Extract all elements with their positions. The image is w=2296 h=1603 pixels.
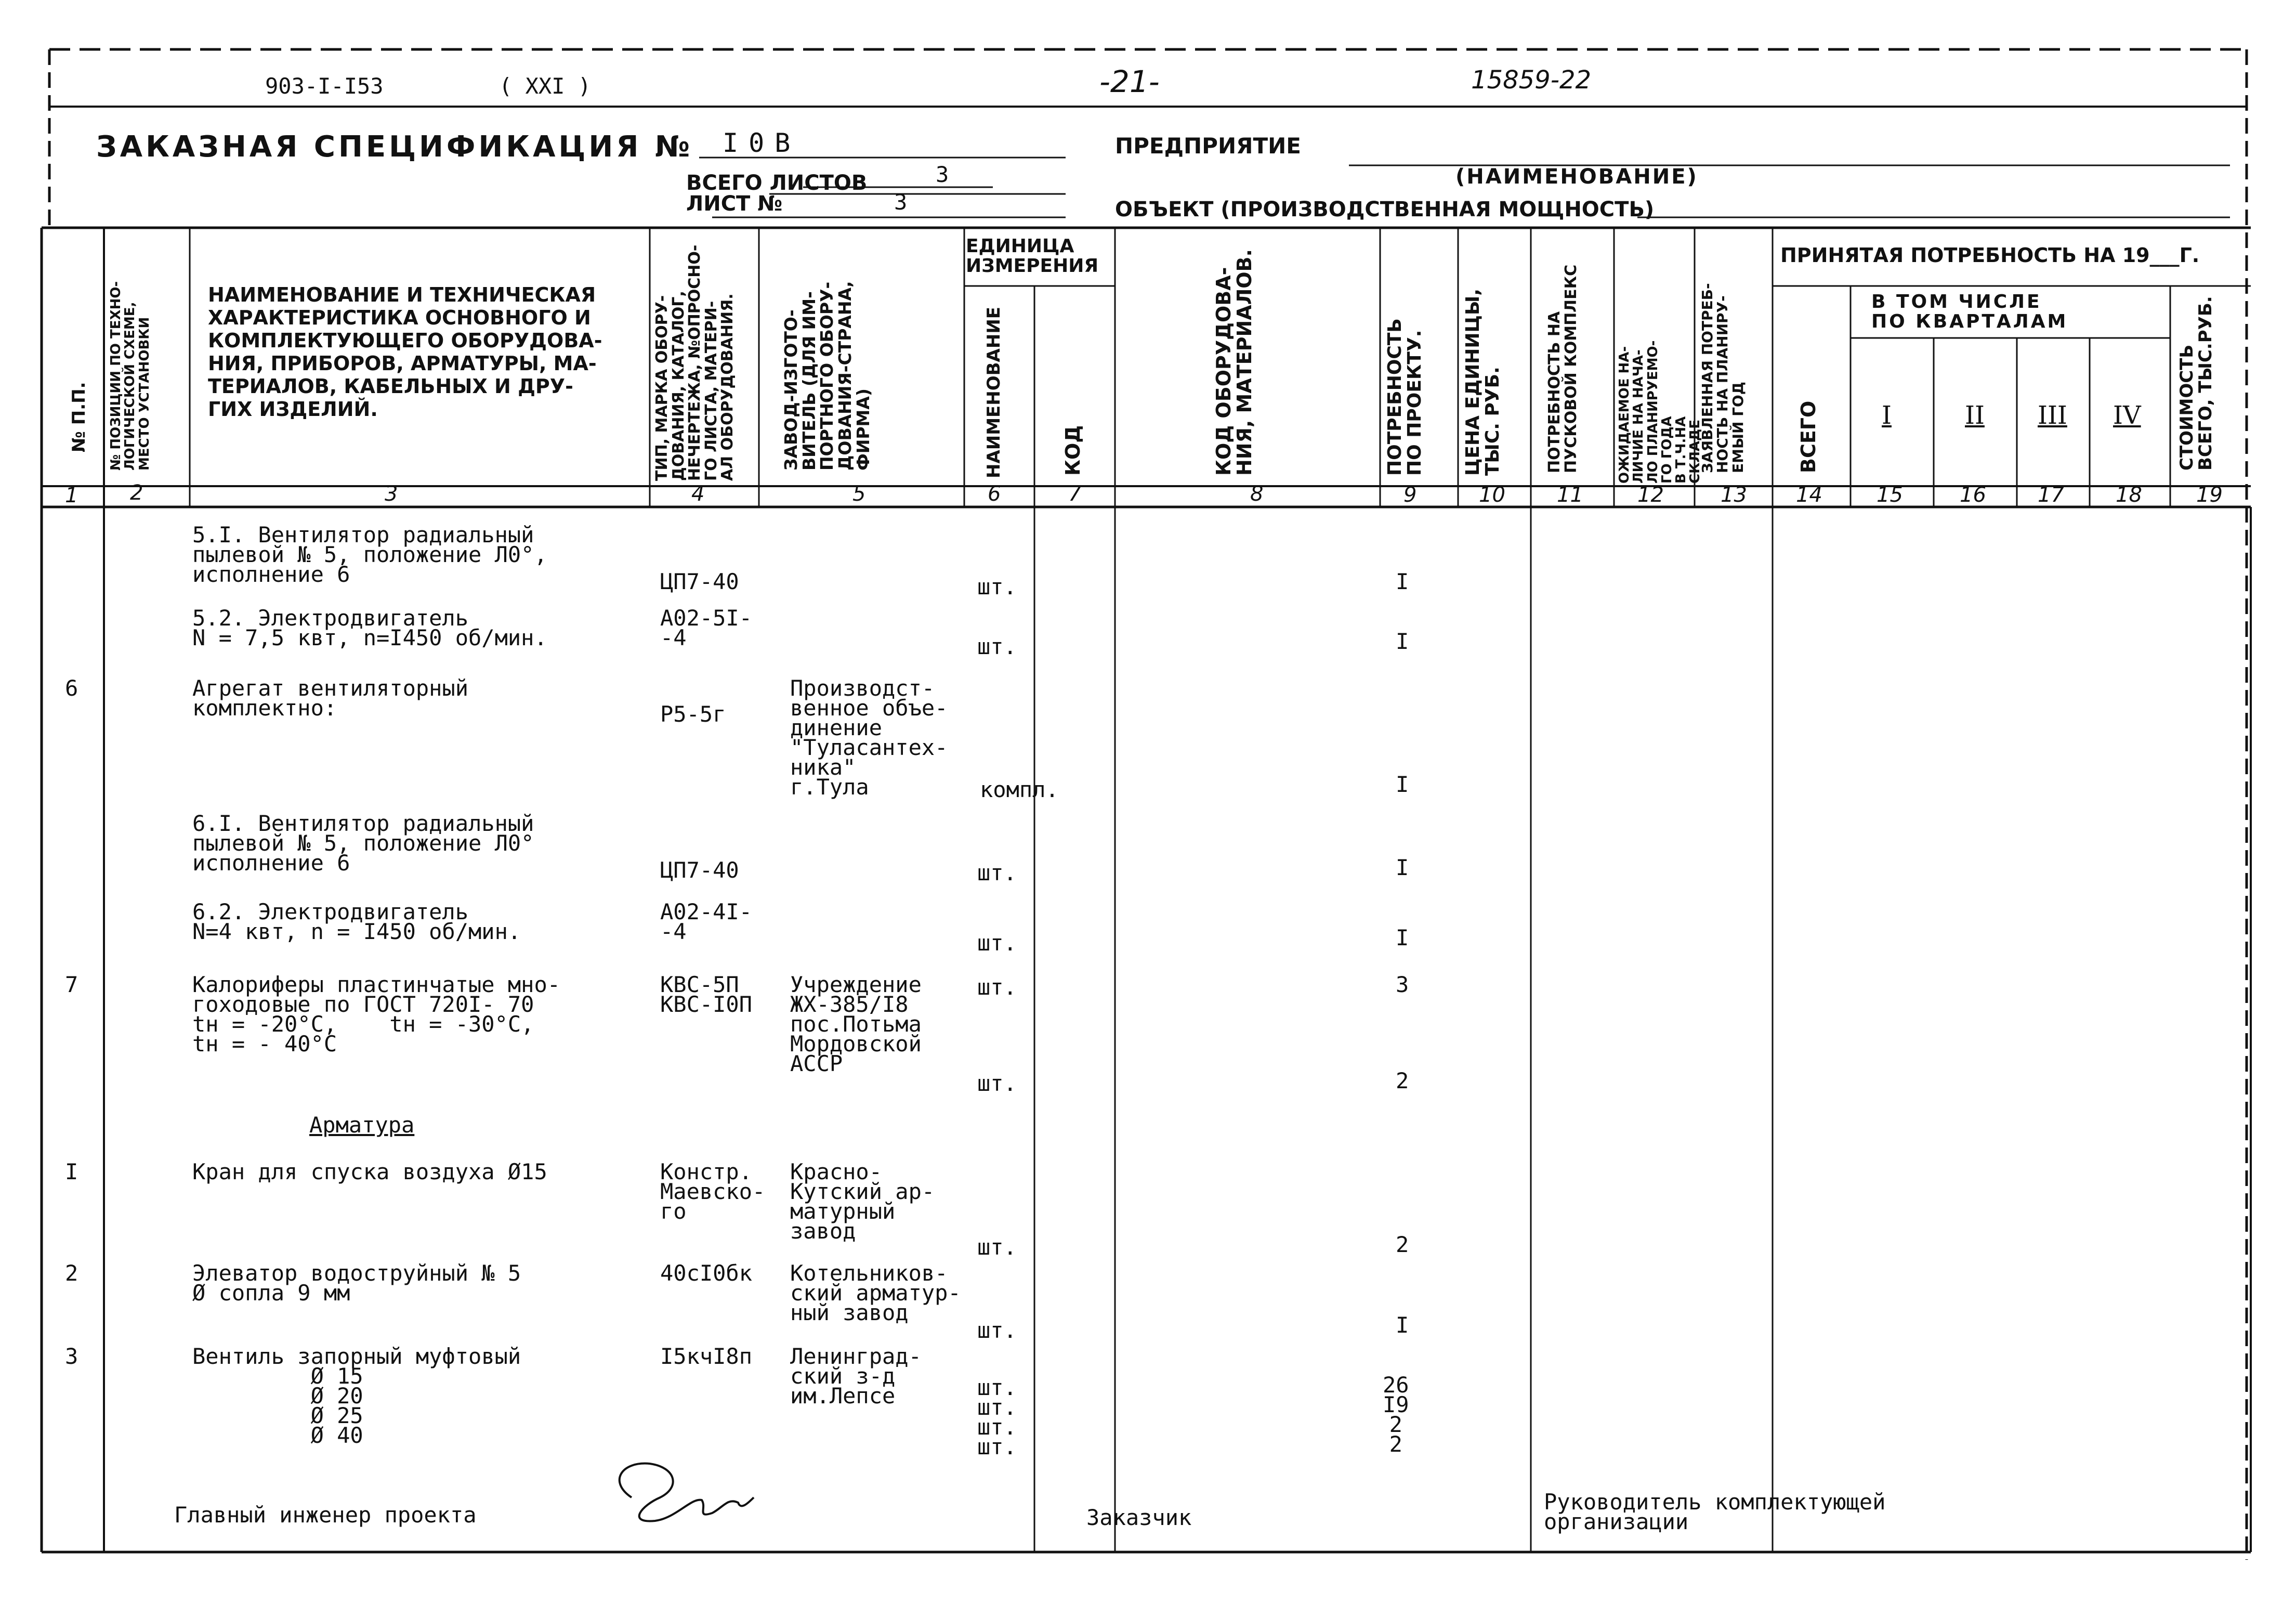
quarter-2: II: [1965, 401, 1985, 430]
total-sheets-value: 3: [936, 162, 949, 187]
object-label: ОБЪЕКТ (ПРОИЗВОДСТВЕННАЯ МОЩНОСТЬ): [1115, 198, 1655, 221]
col-8-header: КОД ОБОРУДОВА- НИЯ, МАТЕРИАЛОВ.: [1212, 249, 1256, 476]
sheet-no-value: 3: [894, 189, 908, 215]
specification-sheet: 903-I-I53 ( XXI ) -21- 15859-22 ЗАКАЗНАЯ СПЕЦИФИКАЦИЯ № I0B ПРЕДПРИЯТИЕ (НАИМЕНОВАНИЕ) ВСЕГО ЛИСТОВ 3 ЛИСТ № 3 ОБЪЕКТ (ПРОИЗВОДСТВЕННАЯ МОЩНОСТЬ) № П.П. № ПОЗИЦИИ ПО ТЕХНО- ЛОГИЧЕСКОЙ СХЕМЕ, МЕСТО УСТАНОВКИ НАИМЕНОВАНИЕ И ТЕХНИЧЕСКАЯ ХАРАКТЕРИСТИКА ОСНОВНОГО И КОМПЛЕКТУЮЩЕГО ОБОРУДОВА- НИЯ, ПРИБОРОВ, АРМАТУРЫ, МА- ТЕРИАЛОВ, КАБЕЛЬНЫХ И ДРУ- ГИХ ИЗДЕЛИЙ. ТИП, МАРКА ОБОРУ- ДОВАНИЯ, КАТАЛОГ, НЕЧЕРТЕЖА, №ОПРОСНО- ГО ЛИСТА, МАТЕРИ- АЛ ОБОРУДОВАНИЯ. ЗАВОД-ИЗГОТО- ВИТЕЛЬ (ДЛЯ ИМ- ПОРТНОГО ОБОРУ- ДОВАНИЯ-СТРАНА, ФИРМА) ЕДИНИЦА ИЗМЕРЕНИЯ НАИМЕНОВАНИЕ КОД КОД ОБОРУДОВА- НИЯ, МАТЕРИАЛОВ. ПОТРЕБНОСТЬ ПО ПРОЕКТУ. ЦЕНА ЕДИНИЦЫ, ТЫС. РУБ. ПОТРЕБНОСТЬ НА ПУСКОВОЙ КОМПЛЕКС ОЖИДАЕМОЕ НА- ЛИЧИЕ НА НАЧА- ЛО ПЛАНИРУЕМО- ГО ГОДА В Т.Ч.НА СКЛАДЕ ЗАЯВЛЕННАЯ ПОТРЕБ- НОСТЬ НА ПЛАНИРУ- ЕМЫЙ ГОД ПРИНЯТАЯ ПОТРЕБНОСТЬ НА 19___Г. В ТОМ ЧИСЛЕ ПО КВАРТАЛАМ ВСЕГО I II III IV СТОИМОСТЬ ВСЕГО, ТЫС.РУБ. 1 2 3 4 5 6 7 8 9 10 11 12 13 14 15 16 17 18 19 5.I. Вентилятор радиальный пылевой № 5, положение Л0°, исполнение 6 ЦП7-40 шт. I 5.2. Электродвигатель N = 7,5 квт, n=I450 об/мин. А02-5I- -4 шт. I 6 Агрегат вентиляторный комплектно: Р5-5г Производст- венное объе- динение "Туласантех- ника" г.Тула компл. I 6.I. Вентилятор радиальный пылевой № 5, положение Л0° исполнение 6 ЦП7-40 шт. I 6.2. Электродвигатель N=4 квт, n = I450 об/мин. А02-4I- -4 шт. I 7 Калориферы пластинчатые мно- гоходовые по ГОСТ 720I- 70 tн = -20°С, tн = -30°С, tн = - 40°С КВС-5П КВС-I0П Учреждение ЖХ-385/I8 пос.Потьма Мордовской АССР шт. 3 шт. 2 Арматура I Кран для спуска воздуха Ø15 Констр. Маевско- го Красно- Кутский ар- матурный завод шт. 2 2 Элеватор водоструйный № 5 Ø сопла 9 мм 40сI0бк Котельников- ский арматур- ный завод шт. I 3 Вентиль запорный муфтовый Ø 15 Ø 20 Ø 25 Ø 40 I5кчI8п Ленинград- ский з-д им.Лепсе шт. шт. шт. шт. 26 I9 2 2 Главный инженер проекта Заказчик Руководитель комплектующей организации: [0, 0, 2296, 1603]
name-caption: (НАИМЕНОВАНИЕ): [1455, 165, 1698, 189]
col-4-header: ТИП, МАРКА ОБОРУ- ДОВАНИЯ, КАТАЛОГ, НЕЧЕРТЕЖА, №ОПРОСНО- ГО ЛИСТА, МАТЕРИ- АЛ ОБОРУДОВАНИЯ.: [653, 244, 737, 481]
quarter-3: III: [2038, 401, 2067, 430]
doc-part: ( XXI ): [499, 73, 592, 99]
doc-code: 903-I-I53: [265, 73, 384, 99]
chief-engineer-label: Главный инженер проекта: [174, 1502, 477, 1528]
quarters-header: В ТОМ ЧИСЛЕ ПО КВАРТАЛАМ: [1871, 291, 2068, 332]
col-13-header: ЗАЯВЛЕННАЯ ПОТРЕБ- НОСТЬ НА ПЛАНИРУ- ЕМЫЙ ГОД: [1699, 283, 1747, 473]
col-6-header: НАИМЕНОВАНИЕ: [983, 306, 1004, 478]
accepted-need-header: ПРИНЯТАЯ ПОТРЕБНОСТЬ НА 19___Г.: [1780, 244, 2200, 267]
col-7-header: КОД: [1061, 425, 1084, 476]
unit-header: ЕДИНИЦА ИЗМЕРЕНИЯ: [966, 236, 1099, 277]
col-14-header: ВСЕГО: [1797, 400, 1820, 473]
col-1-header: № П.П.: [69, 382, 89, 452]
section-heading: Арматура: [309, 1112, 415, 1138]
customer-label: Заказчик: [1086, 1505, 1192, 1530]
total-sheets-label: ВСЕГО ЛИСТОВ: [686, 171, 868, 195]
col-3-header: НАИМЕНОВАНИЕ И ТЕХНИЧЕСКАЯ ХАРАКТЕРИСТИКА ОСНОВНОГО И КОМПЛЕКТУЮЩЕГО ОБОРУДОВА- НИЯ, ПРИБОРОВ, АРМАТУРЫ, МА- ТЕРИАЛОВ, КАБЕЛЬНЫХ И ДРУ- ГИХ ИЗДЕЛИЙ.: [208, 283, 602, 421]
col-2-header: № ПОЗИЦИИ ПО ТЕХНО- ЛОГИЧЕСКОЙ СХЕМЕ, МЕСТО УСТАНОВКИ: [108, 281, 152, 471]
col-9-header: ПОТРЕБНОСТЬ ПО ПРОЕКТУ.: [1384, 318, 1425, 476]
col-10-header: ЦЕНА ЕДИНИЦЫ, ТЫС. РУБ.: [1462, 289, 1503, 476]
col-11-header: ПОТРЕБНОСТЬ НА ПУСКОВОЙ КОМПЛЕКС: [1545, 264, 1580, 473]
col-5-header: ЗАВОД-ИЗГОТО- ВИТЕЛЬ (ДЛЯ ИМ- ПОРТНОГО ОБОРУ- ДОВАНИЯ-СТРАНА, ФИРМА): [781, 281, 873, 471]
page-number: -21-: [1099, 64, 1160, 99]
supplier-head-label: Руководитель комплектующей организации: [1544, 1489, 1886, 1534]
quarter-4: IV: [2113, 401, 2141, 430]
sheet-no-label: ЛИСТ №: [686, 192, 783, 216]
form-title: ЗАКАЗНАЯ СПЕЦИФИКАЦИЯ №: [96, 130, 693, 164]
doc-number: 15859-22: [1471, 66, 1592, 95]
spec-number: I0B: [723, 128, 801, 158]
quarter-1: I: [1882, 401, 1892, 430]
col-12-header: ОЖИДАЕМОЕ НА- ЛИЧИЕ НА НАЧА- ЛО ПЛАНИРУЕМО- ГО ГОДА В Т.Ч.НА СКЛАДЕ: [1617, 340, 1703, 484]
col-19-header: СТОИМОСТЬ ВСЕГО, ТЫС.РУБ.: [2176, 296, 2216, 471]
enterprise-label: ПРЕДПРИЯТИЕ: [1115, 133, 1301, 159]
